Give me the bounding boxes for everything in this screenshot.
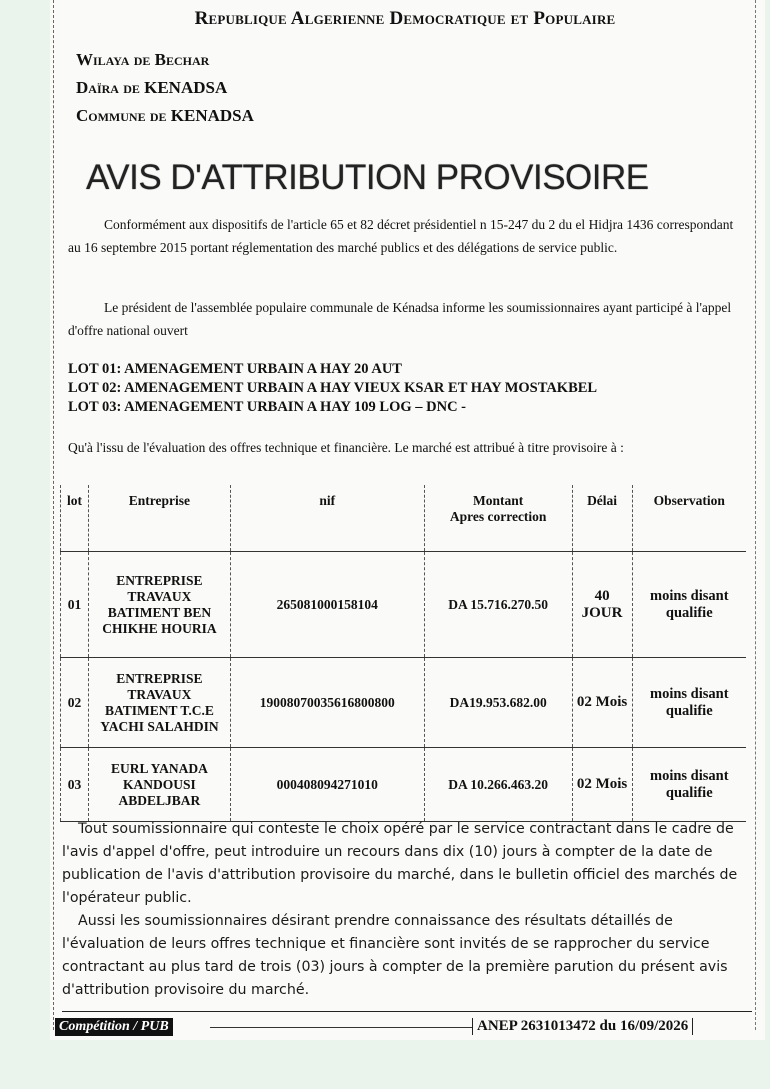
header-lot: lot <box>61 485 89 552</box>
lot-item: LOT 02: AMENAGEMENT URBAIN A HAY VIEUX KSAR ET HAY MOSTAKBEL <box>68 380 598 396</box>
cell-observation: moins disant qualifie <box>632 658 746 748</box>
table-header-row <box>61 485 747 552</box>
competition-tag: Compétition / PUB <box>55 1018 173 1036</box>
cell-nif: 265081000158104 <box>230 552 424 658</box>
footer-rule <box>62 1011 752 1012</box>
lot-item: LOT 01: AMENAGEMENT URBAIN A HAY 20 AUT <box>68 361 402 377</box>
cell-montant: DA 10.266.463.20 <box>424 748 572 822</box>
cell-entreprise: EURL YANADA KANDOUSI ABDELJBAR <box>88 748 230 822</box>
cell-entreprise: ENTREPRISE TRAVAUX BATIMENT T.C.E YACHI SALAHDIN <box>88 658 230 748</box>
cell-observation: moins disant qualifie <box>632 748 746 822</box>
cell-observation: moins disant qualifie <box>632 552 746 658</box>
header-nif: nif <box>230 485 424 552</box>
cell-delai: 40 JOUR <box>572 552 632 658</box>
republic-heading: Republique Algerienne Democratique et Populaire <box>194 8 616 29</box>
cell-delai: 02 Mois <box>572 748 632 822</box>
commune-line: Commune de KENADSA <box>76 106 254 125</box>
header-montant-label: Montant <box>473 493 524 508</box>
right-clipping-edge <box>755 0 756 1030</box>
lot-item: LOT 03: AMENAGEMENT URBAIN A HAY 109 LOG – DNC - <box>68 399 466 415</box>
wilaya-line: Wilaya de Bechar <box>76 50 210 69</box>
table-row <box>61 748 747 822</box>
cell-lot: 03 <box>61 748 89 822</box>
header-delai: Délai <box>572 485 632 552</box>
table-row <box>61 658 747 748</box>
table-row <box>61 552 747 658</box>
daira-line: Daïra de KENADSA <box>76 78 228 97</box>
footer-midline <box>210 1027 472 1028</box>
cell-lot: 02 <box>61 658 89 748</box>
cell-montant: DA 15.716.270.50 <box>424 552 572 658</box>
attribution-table <box>60 485 746 822</box>
cell-delai: 02 Mois <box>572 658 632 748</box>
intro-paragraph: Conformément aux dispositifs de l'article 65 et 82 décret présidentiel n 15-247 du 2 du el Hidjra 1436 correspondant au 16 septembre 2015 portant réglementation des marché publics et des délégations de service public. <box>68 217 734 255</box>
cell-entreprise: ENTREPRISE TRAVAUX BATIMENT BEN CHIKHE HOURIA <box>88 552 230 658</box>
cell-lot: 01 <box>61 552 89 658</box>
result-line: Qu'à l'issu de l'évaluation des offres technique et financière. Le marché est attribué à titre provisoire à : <box>68 440 624 455</box>
cell-montant: DA19.953.682.00 <box>424 658 572 748</box>
header-montant-sub: Apres correction <box>449 509 547 524</box>
cell-nif: 19008070035616800800 <box>230 658 424 748</box>
resultats-paragraph: Aussi les soumissionnaires désirant prendre connaissance des résultats détaillés de l'évaluation de leurs offres technique et financière sont invités de se rapprocher du service contractant au plus tard de trois (03) jours à compter de la première parution du présent avis d'attribution provisoire du marché. <box>62 913 728 998</box>
left-clipping-edge <box>53 0 54 1030</box>
anep-reference: ANEP 2631013472 du 16/09/2026 <box>472 1018 693 1035</box>
recours-paragraph: Tout soumissionnaire qui conteste le choix opéré par le service contractant dans le cadre de l'avis d'appel d'offre, peut introduire un recours dans dix (10) jours à compter de la date de publication de l'avis d'attribution provisoire du marché, dans le bulletin officiel des marchés de l'opérateur public. <box>62 821 738 906</box>
lots-list <box>68 360 597 417</box>
president-paragraph: Le président de l'assemblée populaire communale de Kénadsa informe les soumissionnaires ayant participé à l'appel d'offre national ouvert <box>68 300 732 338</box>
header-observation: Observation <box>632 485 746 552</box>
header-entreprise: Entreprise <box>88 485 230 552</box>
notice-title: AVIS D'ATTRIBUTION PROVISOIRE <box>86 158 649 197</box>
header-montant <box>424 485 572 552</box>
cell-nif: 000408094271010 <box>230 748 424 822</box>
footer-text <box>62 818 752 1002</box>
